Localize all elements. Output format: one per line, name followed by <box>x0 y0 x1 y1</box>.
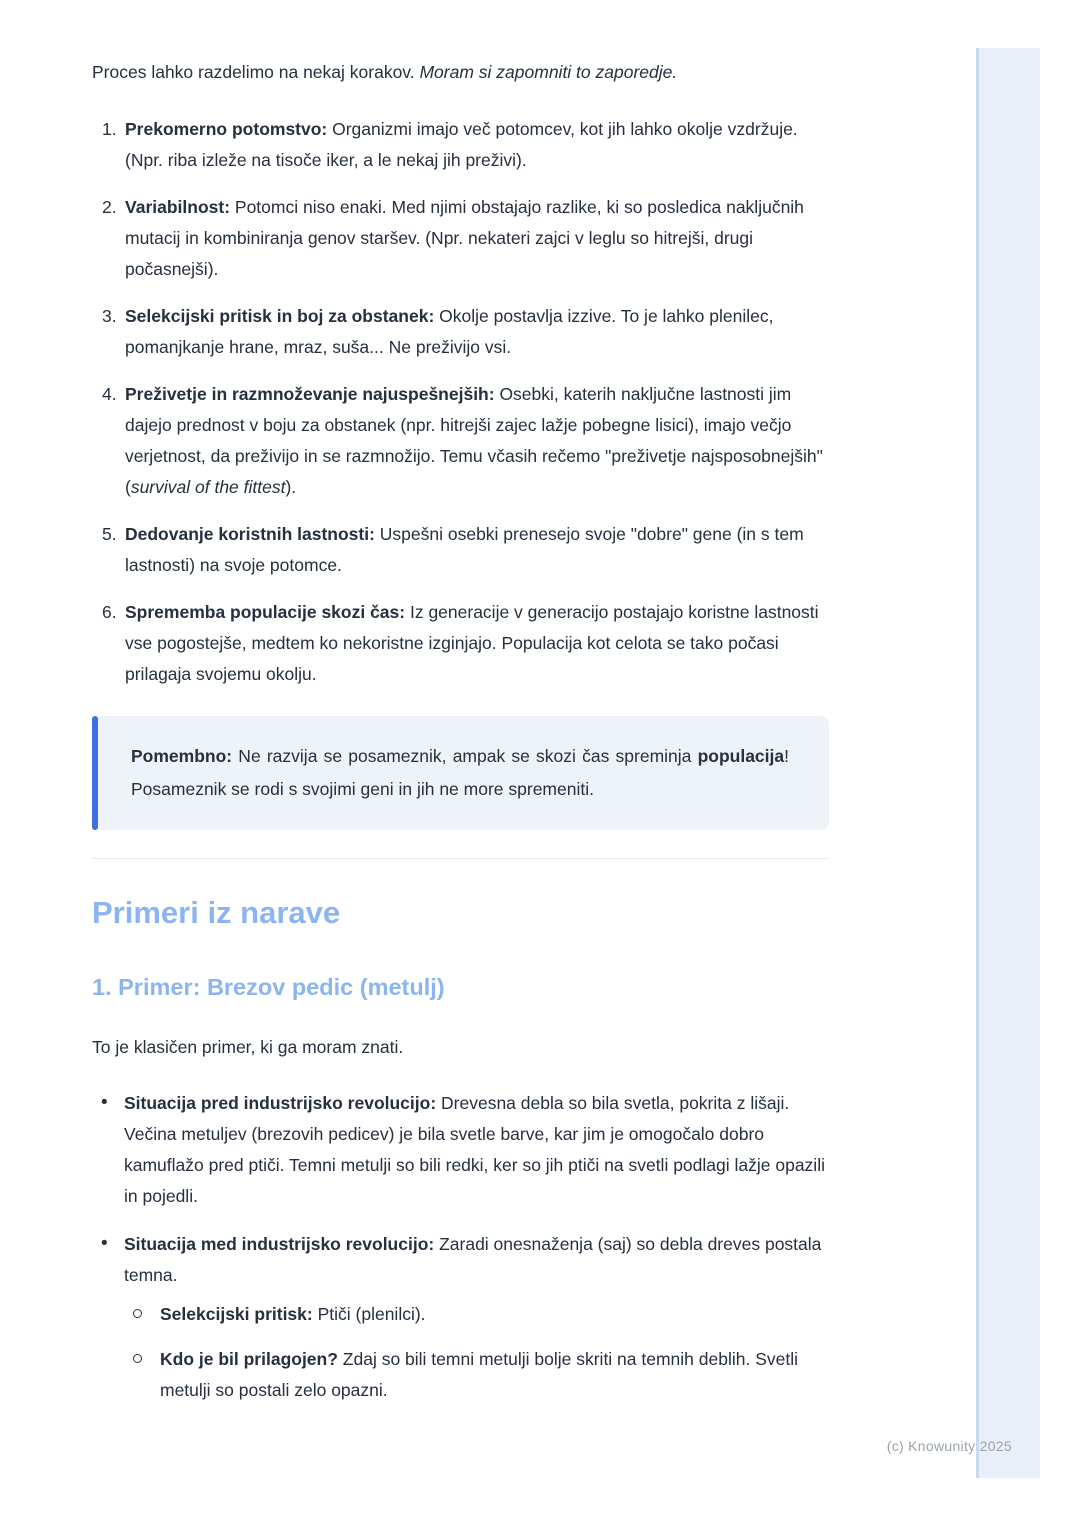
numbered-step <box>92 114 829 176</box>
step-title: Selekcijski pritisk in boj za obstanek: <box>125 306 435 326</box>
circle-bullet-icon <box>133 1309 142 1318</box>
circle-bullet-icon <box>133 1354 142 1363</box>
bullet-title: Situacija pred industrijsko revolucijo: <box>124 1093 437 1113</box>
intro-italic-text: Moram si zapomniti to zaporedje. <box>419 62 678 82</box>
section-divider <box>92 858 829 859</box>
numbered-step <box>92 301 829 363</box>
step-body: Potomci niso enaki. Med njimi obstajajo razlike, ki so posledica naključnih mutacij in kombiniranja genov staršev. (Npr. nekateri zajci v leglu so hitrejši, drugi počasnejši). <box>125 197 804 279</box>
callout-body-end: ! Posameznik se rodi s svojimi geni in jih ne more spremeniti. <box>131 746 789 799</box>
numbered-step <box>92 192 829 285</box>
sub-bullet-item <box>124 1299 829 1330</box>
step-title: Variabilnost: <box>125 197 231 217</box>
numbered-step <box>92 519 829 581</box>
step-title: Preživetje in razmnoževanje najuspešnejših: <box>125 384 495 404</box>
step-body: Uspešni osebki prenesejo svoje "dobre" gene (in s tem lastnosti) na svoje potomce. <box>125 524 804 575</box>
lead-paragraph: To je klasičen primer, ki ga moram znati. <box>92 1037 404 1057</box>
bullet-title: Situacija med industrijsko revolucijo: <box>124 1234 435 1254</box>
step-number: 5. <box>102 524 117 544</box>
bullet-icon: • <box>101 1233 108 1254</box>
step-number: 3. <box>102 306 117 326</box>
footer-copyright: (c) Knowunity 2025 <box>886 1438 1012 1454</box>
numbered-step-list <box>92 114 829 690</box>
bullet-icon: • <box>101 1092 108 1113</box>
step-body-end: ). <box>285 477 297 497</box>
step-number: 1. <box>102 119 117 139</box>
document-content <box>92 57 829 1423</box>
sub-bullet-title: Selekcijski pritisk: <box>160 1304 313 1324</box>
step-title: Prekomerno potomstvo: <box>125 119 328 139</box>
example-bullet-list <box>92 1088 829 1406</box>
intro-text: Proces lahko razdelimo na nekaj korakov. <box>92 62 420 82</box>
section-heading: Primeri iz narave <box>92 895 341 930</box>
step-title: Dedovanje koristnih lastnosti: <box>125 524 375 544</box>
sub-bullet-body: Zdaj so bili temni metulji bolje skriti na temnih deblih. Svetli metulji so postali zelo opazni. <box>160 1349 798 1400</box>
bullet-item <box>92 1088 829 1212</box>
callout-label: Pomembno: <box>131 746 233 766</box>
bullet-body: Drevesna debla so bila svetla, pokrita z lišaji. Večina metuljev (brezovih pedicev) je bila svetle barve, kar jim je omogočalo dobro kamuflažo pred ptiči. Temni metulji so bili redki, ker so jih ptiči na svetli podlagi lažje opazili in pojedli. <box>124 1093 825 1206</box>
sub-bullet-list <box>124 1299 829 1406</box>
step-body: Osebki, katerih naključne lastnosti jim dajejo prednost v boju za obstanek (npr. hitrejši zajec lažje pobegne lisici), imajo večjo verjetnost, da preživijo in se razmnožijo. Temu včasih rečemo "preživetje najsposobnejših" ( <box>125 384 823 497</box>
callout-body: Ne razvija se posameznik, ampak se skozi čas spreminja <box>232 746 698 766</box>
sub-bullet-body: Ptiči (plenilci). <box>312 1304 426 1324</box>
step-body: Organizmi imajo več potomcev, kot jih lahko okolje vzdržuje. (Npr. riba izleže na tisoče iker, a le nekaj jih preživi). <box>125 119 798 170</box>
step-body-italic: survival of the fittest <box>130 477 286 497</box>
step-number: 6. <box>102 602 117 622</box>
subsection-heading: 1. Primer: Brezov pedic (metulj) <box>92 974 445 1000</box>
bullet-item <box>92 1229 829 1406</box>
step-number: 2. <box>102 197 117 217</box>
step-body: Iz generacije v generacijo postajajo koristne lastnosti vse pogostejše, medtem ko nekoristne izginjajo. Populacija kot celota se tako počasi prilagaja svojemu okolju. <box>125 602 819 684</box>
bullet-body: Zaradi onesnaženja (saj) so debla dreves postala temna. <box>124 1234 822 1285</box>
step-number: 4. <box>102 384 117 404</box>
sub-bullet-title: Kdo je bil prilagojen? <box>160 1349 338 1369</box>
numbered-step <box>92 379 829 503</box>
intro-paragraph <box>92 57 829 88</box>
page-edge-strip <box>976 48 1040 1478</box>
important-callout <box>92 716 829 830</box>
step-title: Sprememba populacije skozi čas: <box>125 602 406 622</box>
callout-bold-word: populacija <box>697 746 785 766</box>
step-body: Okolje postavlja izzive. To je lahko plenilec, pomanjkanje hrane, mraz, suša... Ne preživijo vsi. <box>125 306 774 357</box>
callout-accent-bar <box>92 716 98 830</box>
numbered-step <box>92 597 829 690</box>
sub-bullet-item <box>124 1344 829 1406</box>
